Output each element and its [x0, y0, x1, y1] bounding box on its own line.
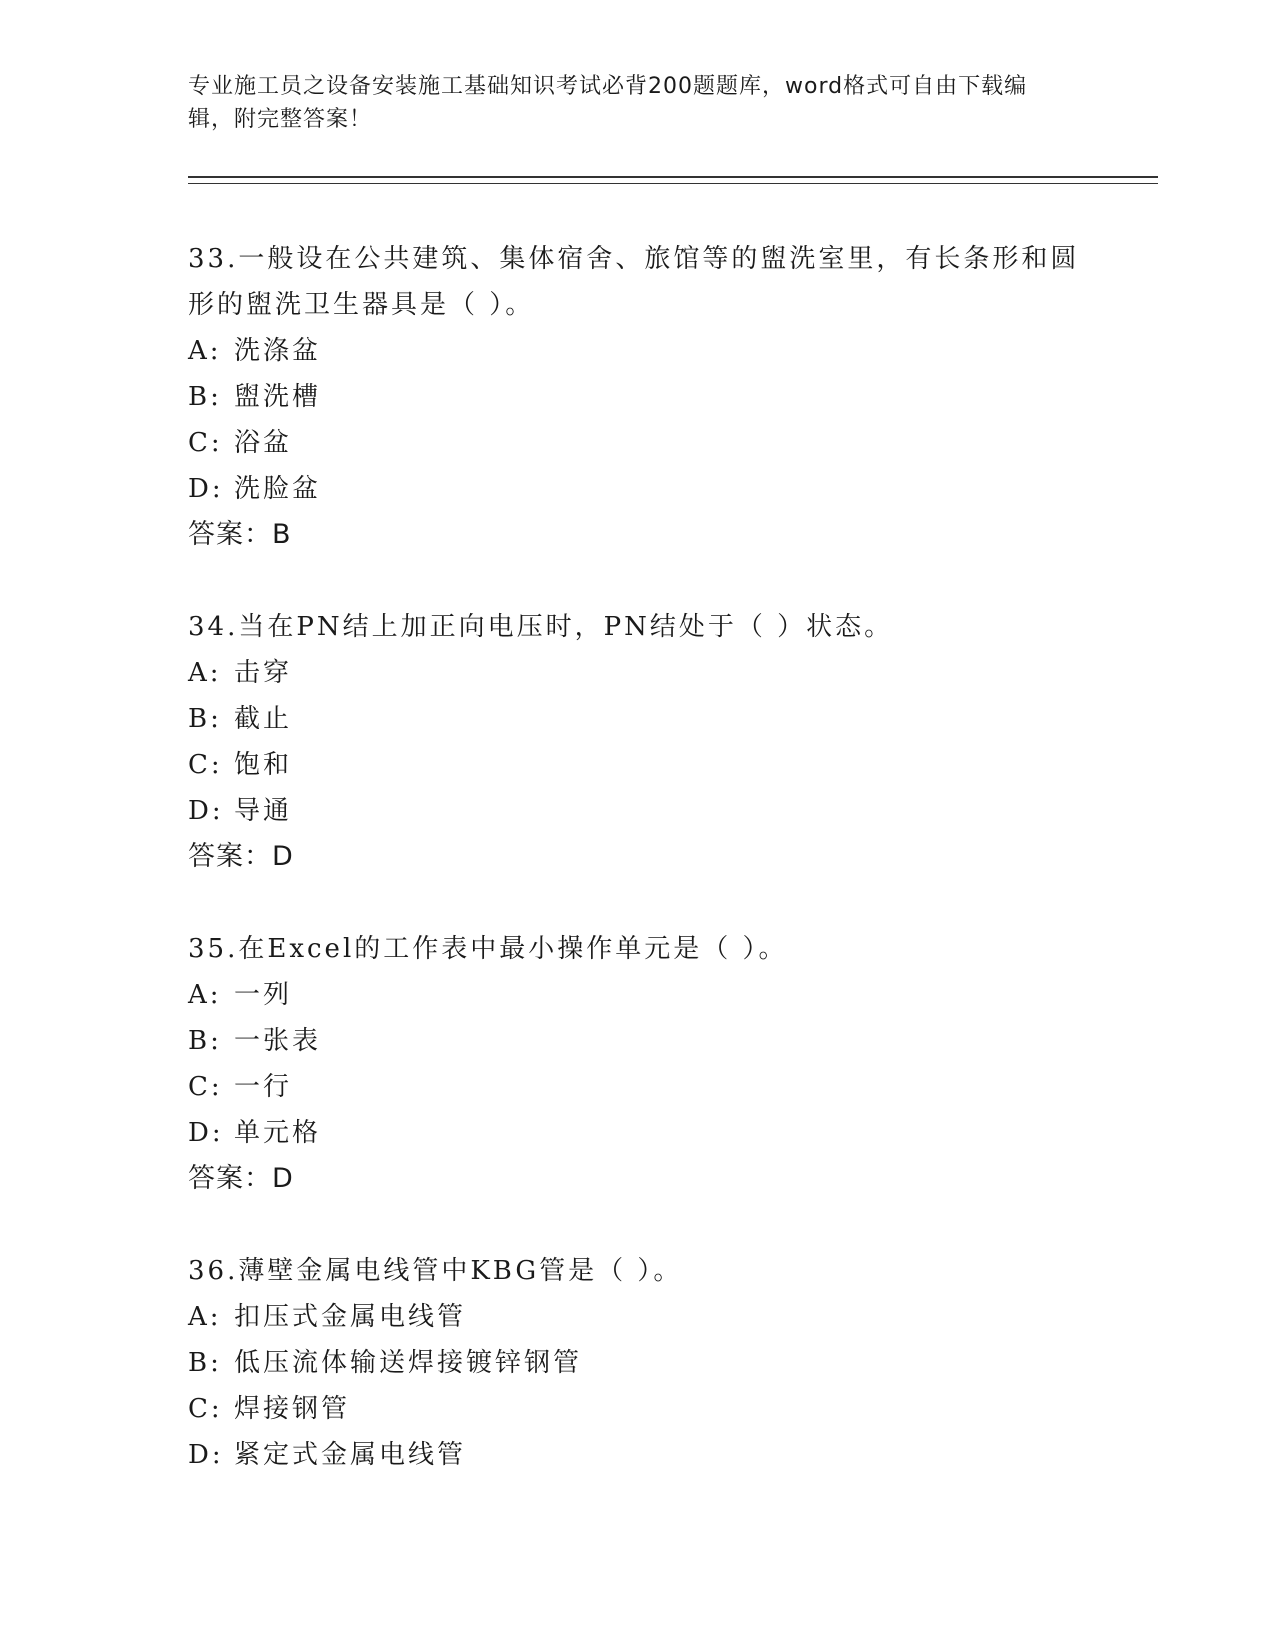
document-header: 专业施工员之设备安装施工基础知识考试必背200题题库，word格式可自由下载编辑，附完整答案！: [188, 74, 1028, 132]
option-text: 低压流体输送焊接镀锌钢管: [234, 1348, 583, 1378]
question-stem: 35.在Excel的工作表中最小操作单元是（ ）。: [188, 934, 788, 964]
option-letter: B:: [188, 382, 222, 412]
option-text: 截止: [234, 704, 293, 734]
option-c: [188, 1386, 1158, 1432]
option-text: 击穿: [234, 658, 293, 688]
option-letter: D:: [188, 1118, 224, 1148]
option-text: 一行: [234, 1072, 293, 1102]
question-34: [188, 604, 1158, 880]
option-letter: D:: [188, 474, 224, 504]
option-text: 扣压式金属电线管: [234, 1302, 467, 1332]
question-stem: 33.一般设在公共建筑、集体宿舍、旅馆等的盥洗室里，有长条形和圆形的盥洗卫生器具是（ ）。: [188, 244, 1080, 320]
question-stem: 34.当在PN结上加正向电压时，PN结处于（ ）状态。: [188, 612, 894, 642]
answer-line: 答案：D: [188, 841, 294, 872]
option-letter: A:: [188, 980, 222, 1010]
option-letter: B:: [188, 1348, 222, 1378]
option-letter: A:: [188, 336, 222, 366]
option-text: 一列: [234, 980, 293, 1010]
option-letter: A:: [188, 658, 222, 688]
option-a: [188, 1294, 1158, 1340]
option-a: [188, 328, 1158, 374]
question-33: [188, 236, 1158, 558]
option-text: 单元格: [234, 1118, 322, 1148]
option-d: [188, 1432, 1158, 1478]
option-d: [188, 788, 1158, 834]
option-b: [188, 1340, 1158, 1386]
option-d: [188, 1110, 1158, 1156]
answer-line: 答案：B: [188, 519, 292, 550]
option-letter: D:: [188, 796, 224, 826]
option-text: 盥洗槽: [234, 382, 322, 412]
option-c: [188, 742, 1158, 788]
option-text: 一张表: [234, 1026, 322, 1056]
option-text: 浴盆: [234, 428, 293, 458]
answer-line: 答案：D: [188, 1163, 294, 1194]
option-c: [188, 420, 1158, 466]
question-35: [188, 926, 1158, 1202]
option-letter: B:: [188, 704, 222, 734]
option-d: [188, 466, 1158, 512]
option-text: 洗脸盆: [234, 474, 322, 504]
option-b: [188, 696, 1158, 742]
option-letter: C:: [188, 1394, 223, 1424]
option-letter: C:: [188, 750, 223, 780]
option-letter: C:: [188, 1072, 223, 1102]
question-list: [188, 236, 1158, 1478]
option-b: [188, 1018, 1158, 1064]
option-letter: C:: [188, 428, 223, 458]
option-text: 紧定式金属电线管: [234, 1440, 467, 1470]
question-stem: 36.薄壁金属电线管中KBG管是（ ）。: [188, 1256, 683, 1286]
document-page: [188, 70, 1158, 1524]
option-b: [188, 374, 1158, 420]
option-text: 饱和: [234, 750, 293, 780]
option-a: [188, 650, 1158, 696]
header-divider: [188, 176, 1158, 184]
option-a: [188, 972, 1158, 1018]
option-text: 焊接钢管: [234, 1394, 351, 1424]
option-letter: A:: [188, 1302, 222, 1332]
option-letter: B:: [188, 1026, 222, 1056]
question-36: [188, 1248, 1158, 1478]
option-text: 洗涤盆: [234, 336, 322, 366]
option-c: [188, 1064, 1158, 1110]
option-text: 导通: [234, 796, 293, 826]
option-letter: D:: [188, 1440, 224, 1470]
